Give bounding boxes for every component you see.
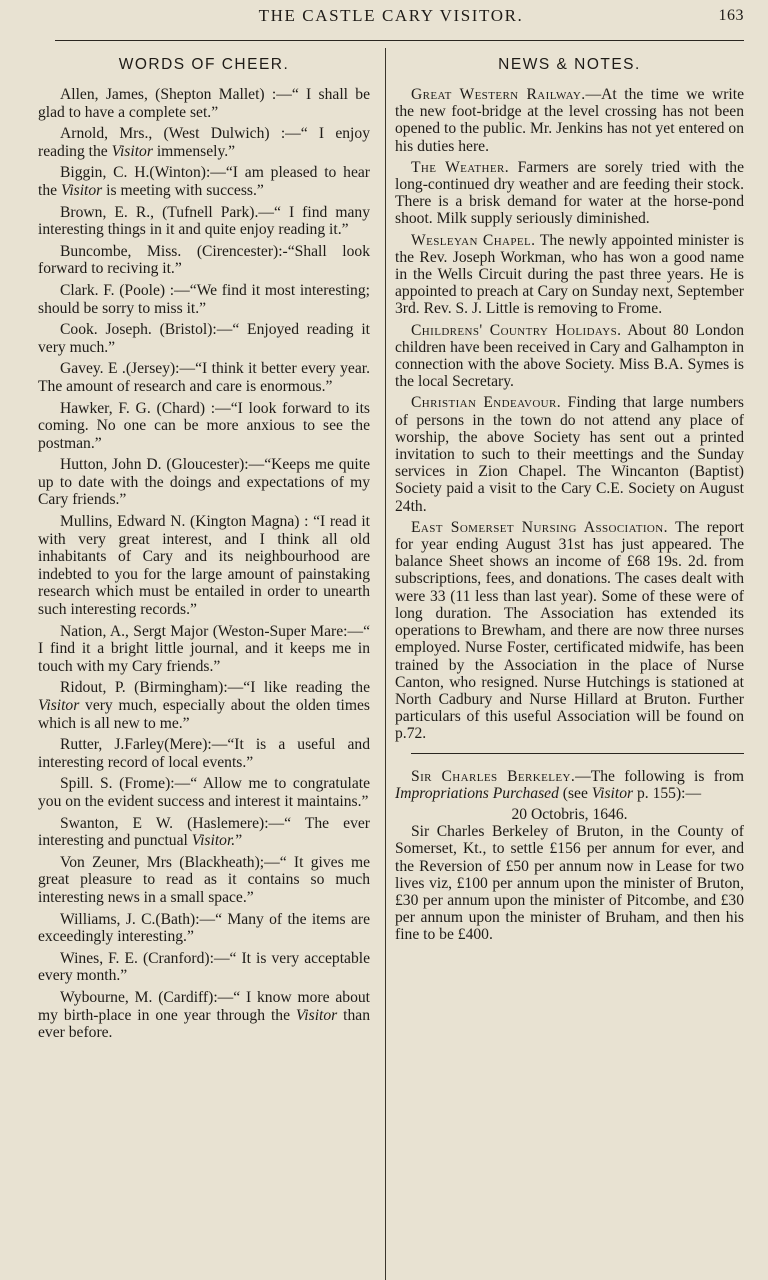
cheer-entry <box>38 950 370 985</box>
running-head <box>38 4 744 34</box>
words-of-cheer-title: WORDS OF CHEER. <box>118 56 290 73</box>
berkeley-body: Sir Charles Berkeley of Bruton, in the County of Somerset, Kt., to settle £156 per annum for ever, and the Reversion of £50 per annum now in Lease for two lives viz, £100 per annum upon the minister of Bruton, £30 per annum upon the minister of Pitcombe, and £30 per annum upon the minister of Bruham, and then his fine to be £400. <box>395 823 744 944</box>
cheer-entry-text-end: is meeting with success.” <box>102 181 264 199</box>
news-notes-column <box>395 48 744 1280</box>
cheer-entry-text: Hawker, F. G. (Chard) :—“I look forward to its coming. No one can be more anxious to see the postman.” <box>38 399 370 452</box>
news-notes-title: NEWS & NOTES. <box>498 56 641 73</box>
cheer-entry <box>38 243 370 278</box>
cheer-entry <box>38 623 370 676</box>
cheer-entry <box>38 400 370 453</box>
berkeley-intro-mid: (see <box>558 784 592 802</box>
cheer-entry-text: Allen, James, (Shepton Mallet) :—“ I shall be glad to have a complete set.” <box>38 86 370 121</box>
cheer-entry <box>38 321 370 356</box>
news-item <box>395 159 744 228</box>
news-item-head: Childrens' Country Holidays. <box>411 321 622 339</box>
berkeley-note-head: Sir Charles Berkeley. <box>411 767 576 785</box>
berkeley-intro-text: —The following is from <box>575 767 745 785</box>
two-column-body <box>38 48 744 1280</box>
header-rule <box>55 40 744 41</box>
cheer-entry <box>38 513 370 619</box>
cheer-entry-text: Biggin, C. H.(Winton):—“I am pleased to hear the <box>38 164 370 199</box>
cheer-entry-text-end: ” <box>235 832 243 850</box>
news-item-body: The newly appointed minister is the Rev. Joseph Workman, who has won a good name in the Wells Circuit during the past three years. He is appointed to preach at Cary on Sunday next, September 3rd. Rev. S. J. Little is removing to Frome. <box>395 231 744 318</box>
page-number: 163 <box>718 7 744 24</box>
news-item <box>395 322 744 391</box>
cheer-entry <box>38 911 370 946</box>
news-section-rule <box>411 753 744 754</box>
cheer-entry-italic: Visitor. <box>191 832 236 850</box>
berkeley-intro-source: Impropriations Purchased <box>395 784 559 802</box>
cheer-entry-text: Von Zeuner, Mrs (Blackheath);—“ It gives me great pleasure to read as it contains so much interesting news in a small space.” <box>38 853 370 906</box>
cheer-entry-text: Wines, F. E. (Cranford):—“ It is very acceptable every month.” <box>38 949 370 985</box>
cheer-entry <box>38 164 370 199</box>
news-item-body: About 80 London children have been received in Cary and Galhampton in connection with the above Society. Miss B.A. Symes is the local Secretary. <box>395 321 744 391</box>
cheer-entry-text: Buncombe, Miss. (Cirencester):-“Shall look forward to reciving it.” <box>38 242 370 278</box>
news-item-body: The report for year ending August 31st has just appeared. The balance Sheet shows an income of £68 19s. 2d. from subscriptions, fees, and donations. The cases dealt with were 33 (11 less than last year). Some of these were of long duration. The Association has extended its operations to Brewham, and there are now three nurses employed. Nurse Foster, certificated midwife, has been trained by the Association in the place of Nurse Canton, who resigned. Nurse Hutchings is stationed at North Cadbury and Nurse Hillard at Bruton. Further particulars of this useful Association will be found on p.72. <box>395 518 744 743</box>
cheer-entry <box>38 456 370 509</box>
cheer-entry-text: Swanton, E W. (Haslemere):—“ The ever interesting and punctual <box>38 814 370 850</box>
news-item <box>395 394 744 514</box>
news-item-body: —At the time we write the new foot-bridge at the level crossing has not been opened to the public. Mr. Jenkins has not yet entered on his duties here. <box>395 86 744 155</box>
cheer-entry <box>38 125 370 160</box>
berkeley-intro-end: p. 155):— <box>633 784 702 802</box>
cheer-entry-text: Williams, J. C.(Bath):—“ Many of the items are exceedingly interesting.” <box>38 910 370 946</box>
cheer-entry-italic: Visitor <box>295 1006 338 1024</box>
cheer-entry-text: Ridout, P. (Birmingham):—“I like reading the <box>60 679 370 697</box>
cheer-entry-italic: Visitor <box>38 697 80 714</box>
words-of-cheer-list <box>38 86 370 1042</box>
news-item <box>395 86 744 155</box>
cheer-entry-text: Gavey. E .(Jersey):—“I think it better every year. The amount of research and care is enormous.” <box>38 360 370 395</box>
cheer-entry-text: Nation, A., Sergt Major (Weston-Super Mare:—“ I find it a bright little journal, and it keeps me in touch with my Cary friends.” <box>38 622 370 675</box>
cheer-entry-italic: Visitor <box>111 142 153 160</box>
berkeley-date: 20 Octobris, 1646. <box>511 805 628 823</box>
news-item-head: The Weather. <box>411 158 510 176</box>
cheer-entry-text-end: than ever before. <box>38 1006 370 1042</box>
cheer-entry <box>38 775 370 810</box>
cheer-entry-text: Hutton, John D. (Gloucester):—“Keeps me quite up to date with the doings and expectations of my Cary friends.” <box>38 456 370 509</box>
news-notes-list <box>395 86 744 743</box>
cheer-entry <box>38 204 370 239</box>
cheer-entry <box>38 736 370 771</box>
cheer-entry <box>38 282 370 317</box>
cheer-entry-text: Spill. S. (Frome):—“ Allow me to congratulate you on the evident success and interest it maintains.” <box>38 775 370 810</box>
cheer-entry-italic: Visitor <box>60 181 103 199</box>
news-item-body: Finding that large numbers of persons in the town do not attend any place of worship, the above Society has sent out a printed invitation to such to their meettings and the Sunday services in Zion Chapel. The Wincanton (Baptist) Society paid a visit to the Cary C.E. Society on August 24th. <box>395 394 745 515</box>
cheer-entry-text: Rutter, J.Farley(Mere):—“It is a useful and interesting record of local events.” <box>38 736 370 771</box>
berkeley-intro-visitor: Visitor <box>591 784 634 802</box>
news-item-head: East Somerset Nursing Association. <box>411 518 668 536</box>
news-item <box>395 232 744 318</box>
words-of-cheer-column <box>38 48 378 1280</box>
cheer-entry <box>38 854 370 907</box>
cheer-entry <box>38 989 370 1042</box>
publication-title: THE CASTLE CARY VISITOR. <box>258 6 524 25</box>
cheer-entry-text: Arnold, Mrs., (West Dulwich) :—“ I enjoy reading the <box>38 125 370 160</box>
cheer-entry-text: Mullins, Edward N. (Kington Magna) : “I read it with very great interest, and I think all old inhabitants of Cary and its neighbourhood are indebted to you for the large amount of painstaking research which must be entailed in order to unearth such interesting records.” <box>38 513 370 619</box>
news-item-body: Farmers are sorely tried with the long-continued dry weather and are feeding their stock. There is a brisk demand for water at the horse-pond shoot. Milk supply seriously diminished. <box>395 158 744 228</box>
cheer-entry <box>38 679 370 732</box>
news-item-head: Wesleyan Chapel. <box>411 231 536 249</box>
cheer-entry <box>38 815 370 850</box>
news-item-head: Christian Endeavour. <box>411 394 562 412</box>
news-item <box>395 519 744 743</box>
cheer-entry <box>38 86 370 121</box>
cheer-entry-text: Clark. F. (Poole) :—“We find it most interesting; should be sorry to miss it.” <box>38 281 370 317</box>
cheer-entry-text-end: immensely.” <box>152 142 236 160</box>
cheer-entry-text: Wybourne, M. (Cardiff):—“ I know more about my birth-place in one year through the <box>38 988 370 1024</box>
berkeley-note-intro <box>395 768 744 802</box>
cheer-entry-text: Cook. Joseph. (Bristol):—“ Enjoyed reading it very much.” <box>38 321 370 356</box>
cheer-entry-text: Brown, E. R., (Tufnell Park).—“ I find many interesting things in it and quite enjoy reading it.” <box>38 203 370 239</box>
cheer-entry <box>38 360 370 395</box>
news-item-head: Great Western Railway. <box>411 86 586 103</box>
cheer-entry-text-end: very much, especially about the olden times which is all new to me.” <box>38 697 370 732</box>
column-divider <box>385 48 386 1280</box>
